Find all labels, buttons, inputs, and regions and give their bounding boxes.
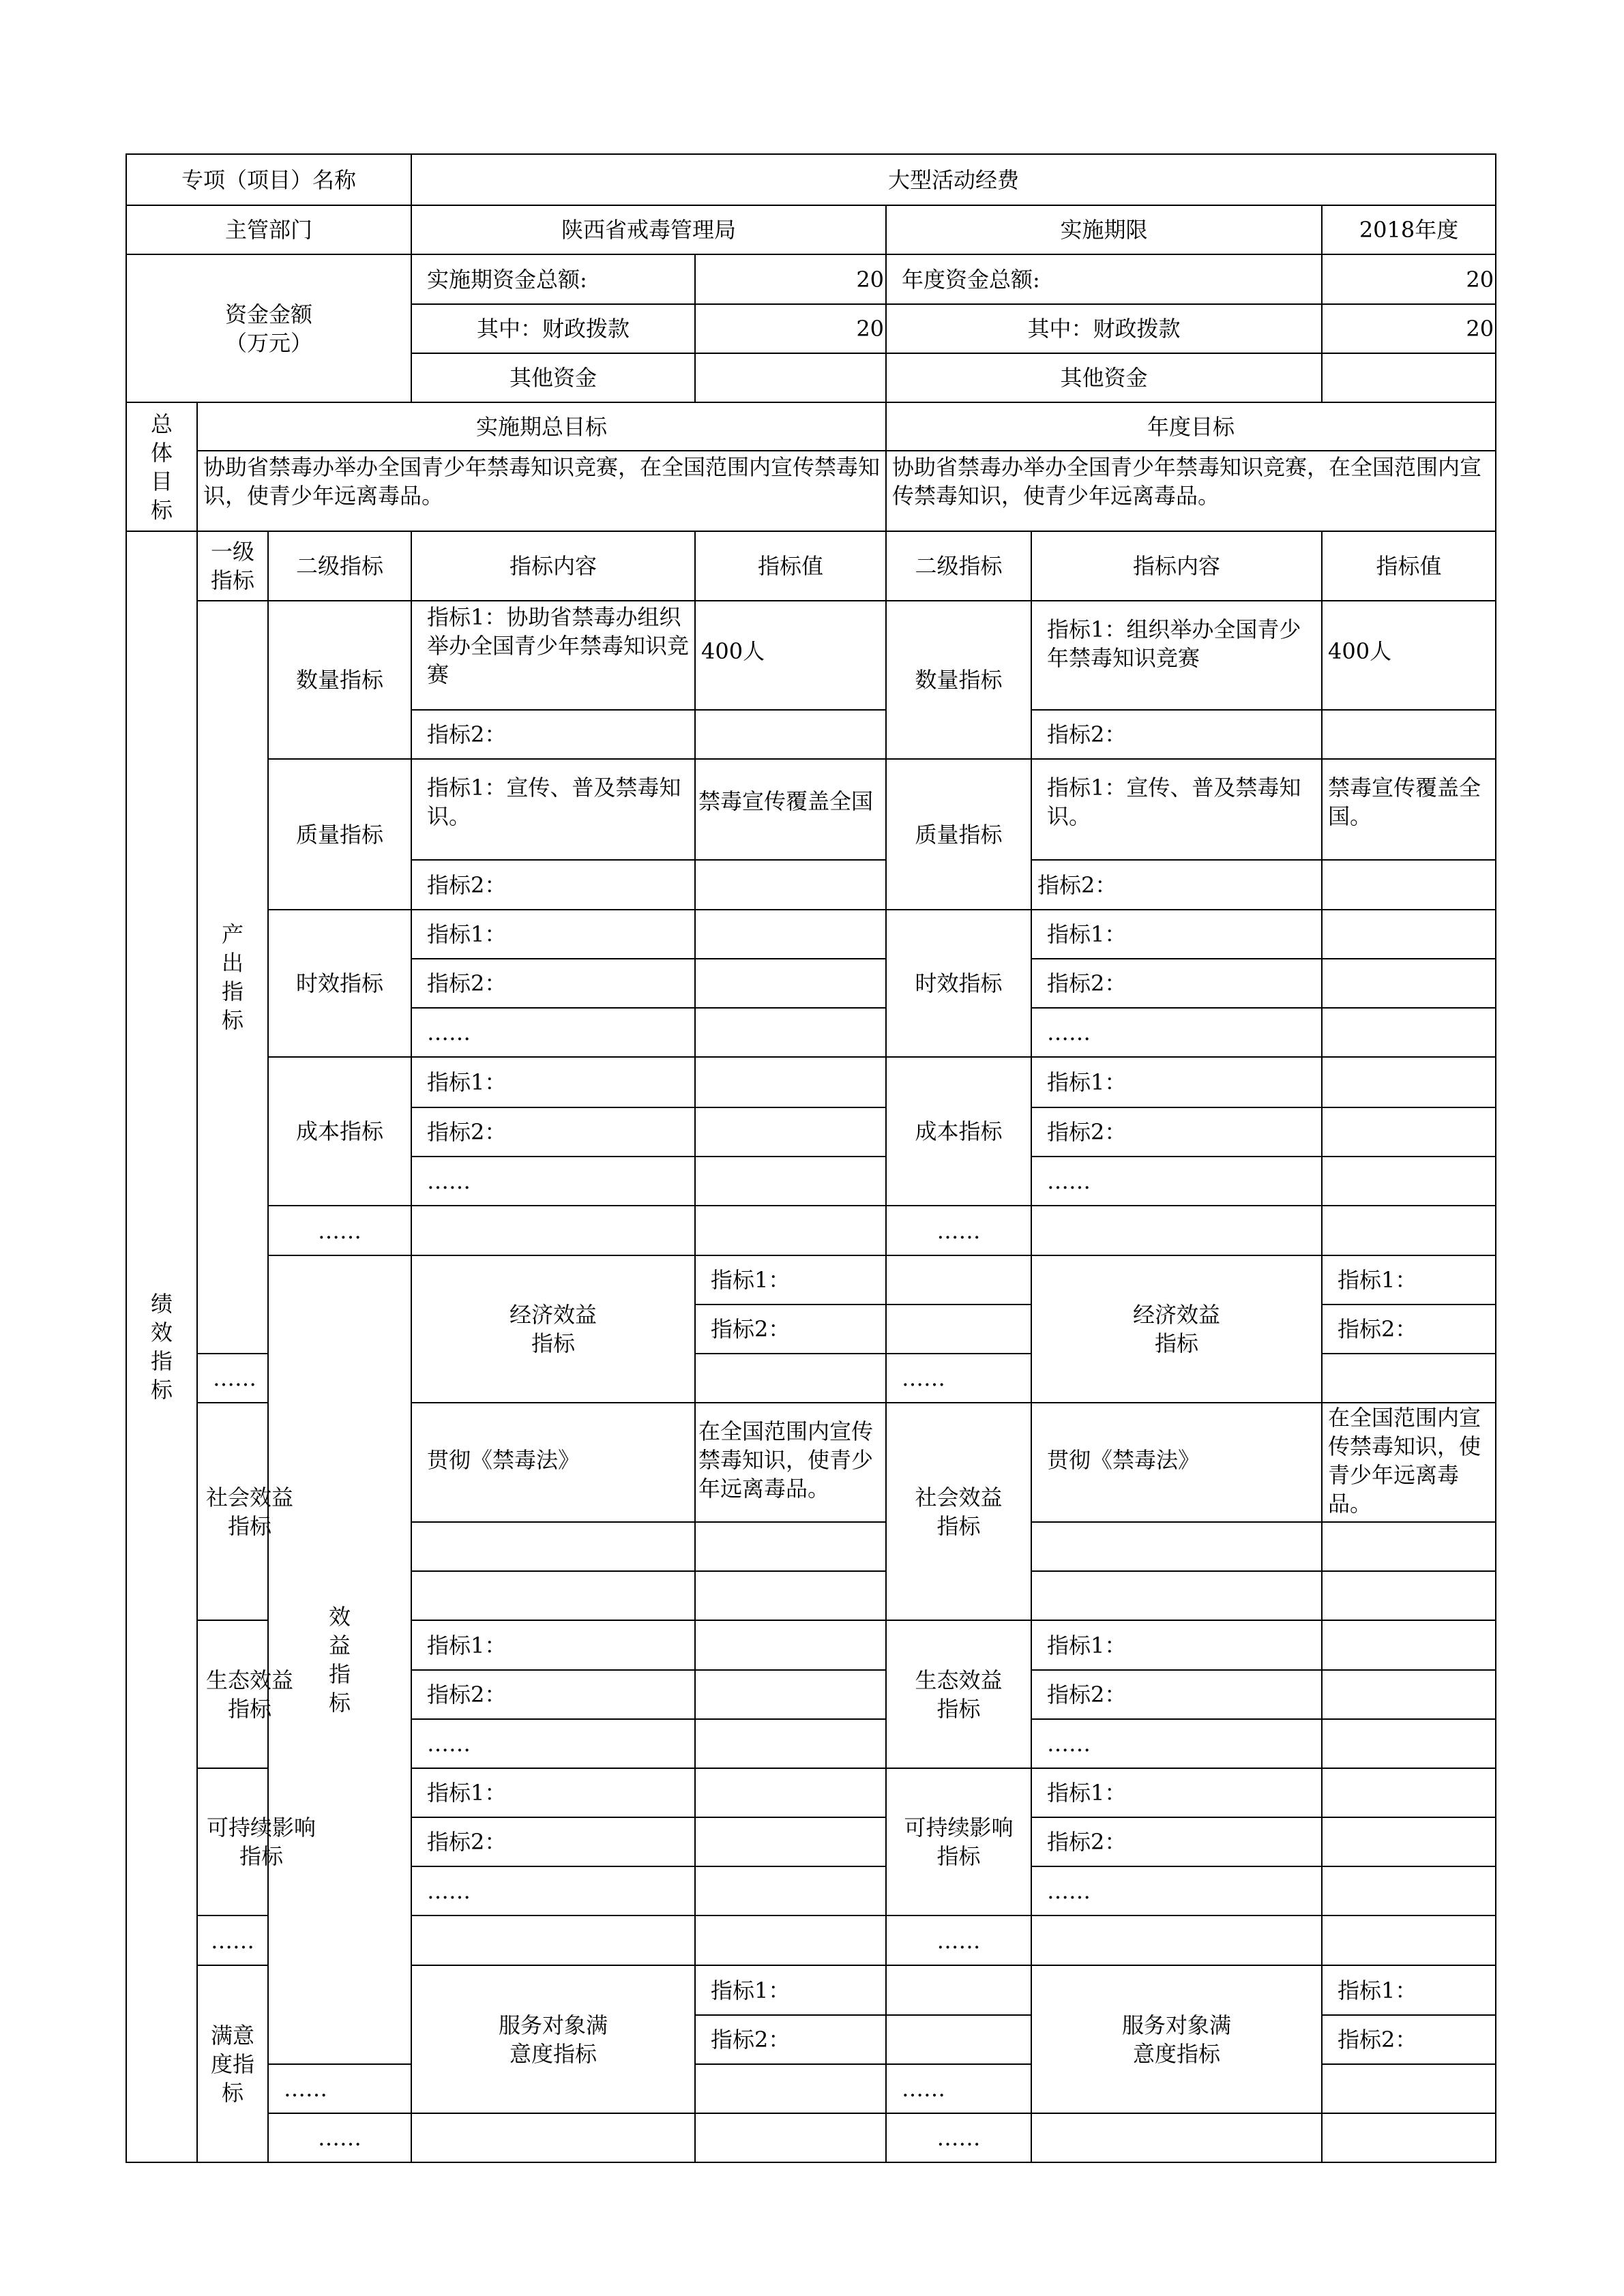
funds-annual-fiscal-label: 其中：财政拨款 — [886, 304, 1322, 353]
social-right-row2 — [1031, 1522, 1322, 1571]
quantity-right-ind2: 指标2： — [1031, 710, 1322, 759]
sustain-left-ind1-value — [695, 1768, 886, 1817]
period-value: 2018年度 — [1322, 205, 1496, 254]
quality-left-ind2: 指标2： — [411, 860, 695, 910]
cost-left-ind1-value — [695, 1057, 886, 1107]
benefit-more-right-content — [1031, 1915, 1322, 1965]
service-left-ind2: 指标2： — [695, 2015, 886, 2064]
cost-left-ind1: 指标1： — [411, 1057, 695, 1107]
dept-value: 陕西省戒毒管理局 — [411, 205, 886, 254]
economic-right-ind1: 指标1： — [1322, 1255, 1496, 1304]
funds-annual-total-value: 20 — [1322, 254, 1496, 304]
quantity-left-ind2: 指标2： — [411, 710, 695, 759]
social-label-right: 社会效益指标 — [886, 1403, 1031, 1620]
satisfaction-more-right-content — [1031, 2113, 1322, 2162]
eco-left-ind2: 指标2： — [411, 1670, 695, 1719]
funds-label: 资金金额 （万元） — [126, 254, 411, 402]
quality-right-value: 禁毒宣传覆盖全国。 — [1322, 759, 1496, 860]
sustain-right-ind1-value — [1322, 1768, 1496, 1817]
social-right-content: 贯彻《禁毒法》 — [1031, 1403, 1322, 1522]
social-left-row3-value — [695, 1571, 886, 1620]
eco-right-ind1-value — [1322, 1620, 1496, 1670]
timeliness-label-right: 时效指标 — [886, 910, 1031, 1057]
social-left-value: 在全国范围内宣传禁毒知识，使青少年远离毒品。 — [695, 1403, 886, 1522]
output-more-left-value — [695, 1206, 886, 1255]
economic-left-more-value — [695, 1354, 886, 1403]
service-left-ind1: 指标1： — [695, 1965, 886, 2015]
col-level2-header-right: 二级指标 — [886, 531, 1031, 601]
funds-other-value — [695, 353, 886, 402]
output-more-left-content — [411, 1206, 695, 1255]
sustain-left-more: …… — [411, 1866, 695, 1915]
service-label: 服务对象满意度指标 — [411, 1965, 695, 2113]
satisfaction-indicator-label: 满意度指标 — [197, 1965, 268, 2162]
quantity-label-right: 数量指标 — [886, 601, 1031, 759]
satisfaction-more-left: …… — [268, 2113, 411, 2162]
performance-label: 绩效指标 — [126, 531, 197, 2162]
eco-right-ind2-value — [1322, 1670, 1496, 1719]
sustain-label: 可持续影响指标 — [197, 1768, 268, 1915]
quality-right-content: 指标1：宣传、普及禁毒知识。 — [1031, 759, 1322, 860]
cost-right-ind1-value — [1322, 1057, 1496, 1107]
benefit-indicator-label: 效益指标 — [268, 1255, 411, 2064]
service-right-ind1: 指标1： — [1322, 1965, 1496, 2015]
funds-total-label: 实施期资金总额: — [411, 254, 695, 304]
cost-left-more: …… — [411, 1157, 695, 1206]
service-label-right: 服务对象满意度指标 — [1031, 1965, 1322, 2113]
eco-left-more: …… — [411, 1719, 695, 1768]
cost-label-right: 成本指标 — [886, 1057, 1031, 1206]
quantity-label: 数量指标 — [268, 601, 411, 759]
social-right-value: 在全国范围内宣传禁毒知识，使青少年远离毒品。 — [1322, 1403, 1496, 1522]
timeliness-right-ind1: 指标1： — [1031, 910, 1322, 959]
quality-left-value: 禁毒宣传覆盖全国 — [695, 759, 886, 860]
col-level2-header: 二级指标 — [268, 531, 411, 601]
timeliness-right-more: …… — [1031, 1008, 1322, 1057]
social-left-row2 — [411, 1522, 695, 1571]
timeliness-right-ind2-value — [1322, 959, 1496, 1008]
timeliness-right-ind2: 指标2： — [1031, 959, 1322, 1008]
quantity-right-content: 指标1：组织举办全国青少年禁毒知识竞赛 — [1031, 601, 1322, 710]
sustain-right-more-value — [1322, 1866, 1496, 1915]
cost-right-ind2-value — [1322, 1107, 1496, 1157]
sustain-right-ind1: 指标1： — [1031, 1768, 1322, 1817]
timeliness-left-more: …… — [411, 1008, 695, 1057]
eco-left-ind1: 指标1： — [411, 1620, 695, 1670]
funds-annual-other-label: 其他资金 — [886, 353, 1322, 402]
timeliness-right-ind1-value — [1322, 910, 1496, 959]
output-more-right-value — [1322, 1206, 1496, 1255]
eco-left-ind2-value — [695, 1670, 886, 1719]
benefit-more-left: …… — [197, 1915, 268, 1965]
economic-right-more: …… — [886, 1354, 1031, 1403]
service-left-more: …… — [268, 2064, 411, 2113]
sustain-left-more-value — [695, 1866, 886, 1915]
quantity-left-ind2-value — [695, 710, 886, 759]
economic-right-more-value — [1322, 1354, 1496, 1403]
eco-label-right: 生态效益指标 — [886, 1620, 1031, 1768]
annual-goal-header: 年度目标 — [886, 402, 1496, 451]
funds-annual-total-label: 年度资金总额: — [886, 254, 1322, 304]
output-more-right-content — [1031, 1206, 1322, 1255]
quality-label-right: 质量指标 — [886, 759, 1031, 910]
economic-left-ind2: 指标2： — [695, 1304, 886, 1354]
period-goal-header: 实施期总目标 — [197, 402, 886, 451]
economic-label: 经济效益指标 — [411, 1255, 695, 1403]
satisfaction-more-right: …… — [886, 2113, 1031, 2162]
col-content-header: 指标内容 — [411, 531, 695, 601]
project-name-label: 专项（项目）名称 — [126, 154, 411, 205]
col-value-header: 指标值 — [695, 531, 886, 601]
economic-left-ind1-value — [886, 1255, 1031, 1304]
sustain-left-ind2: 指标2： — [411, 1817, 695, 1866]
quantity-right-ind2-value — [1322, 710, 1496, 759]
economic-label-right: 经济效益指标 — [1031, 1255, 1322, 1403]
period-label: 实施期限 — [886, 205, 1322, 254]
economic-left-ind1: 指标1： — [695, 1255, 886, 1304]
performance-form-table — [126, 153, 1496, 2163]
timeliness-left-ind2: 指标2： — [411, 959, 695, 1008]
output-indicator-label: 产出指标 — [197, 601, 268, 1354]
sustain-left-ind2-value — [695, 1817, 886, 1866]
cost-label: 成本指标 — [268, 1057, 411, 1206]
benefit-more-right-value — [1322, 1915, 1496, 1965]
timeliness-left-ind1: 指标1： — [411, 910, 695, 959]
service-left-ind1-value — [886, 1965, 1031, 2015]
social-right-row3-value — [1322, 1571, 1496, 1620]
output-more-left: …… — [268, 1206, 411, 1255]
social-left-row3 — [411, 1571, 695, 1620]
cost-right-more: …… — [1031, 1157, 1322, 1206]
timeliness-left-ind1-value — [695, 910, 886, 959]
output-more-right: …… — [886, 1206, 1031, 1255]
benefit-more-left-content — [411, 1915, 695, 1965]
quantity-left-content: 指标1：协助省禁毒办组织举办全国青少年禁毒知识竞赛 — [411, 601, 695, 710]
service-left-more-value — [695, 2064, 886, 2113]
timeliness-right-more-value — [1322, 1008, 1496, 1057]
satisfaction-more-left-content — [411, 2113, 695, 2162]
funds-other-label: 其他资金 — [411, 353, 695, 402]
eco-right-more: …… — [1031, 1719, 1322, 1768]
sustain-label-right: 可持续影响指标 — [886, 1768, 1031, 1915]
timeliness-left-more-value — [695, 1008, 886, 1057]
cost-right-ind1: 指标1： — [1031, 1057, 1322, 1107]
cost-right-ind2: 指标2： — [1031, 1107, 1322, 1157]
eco-right-ind2: 指标2： — [1031, 1670, 1322, 1719]
overall-goal-label: 总体目标 — [126, 402, 197, 531]
funds-annual-other-value — [1322, 353, 1496, 402]
sustain-left-ind1: 指标1： — [411, 1768, 695, 1817]
economic-left-more: …… — [197, 1354, 268, 1403]
social-right-row3 — [1031, 1571, 1322, 1620]
eco-left-more-value — [695, 1719, 886, 1768]
cost-left-ind2: 指标2： — [411, 1107, 695, 1157]
eco-left-ind1-value — [695, 1620, 886, 1670]
satisfaction-more-right-value — [1322, 2113, 1496, 2162]
timeliness-label: 时效指标 — [268, 910, 411, 1057]
project-name-value: 大型活动经费 — [411, 154, 1496, 205]
sustain-right-ind2: 指标2： — [1031, 1817, 1322, 1866]
col-content-header-right: 指标内容 — [1031, 531, 1322, 601]
economic-left-ind2-value — [886, 1304, 1031, 1354]
sustain-right-more: …… — [1031, 1866, 1322, 1915]
col-level1-header: 一级指标 — [197, 531, 268, 601]
sustain-right-ind2-value — [1322, 1817, 1496, 1866]
quality-right-ind2: 指标2： — [1031, 860, 1322, 910]
social-right-row2-value — [1322, 1522, 1496, 1571]
dept-label: 主管部门 — [126, 205, 411, 254]
satisfaction-more-left-value — [695, 2113, 886, 2162]
quality-right-ind2-value — [1322, 860, 1496, 910]
cost-left-ind2-value — [695, 1107, 886, 1157]
service-right-ind2: 指标2： — [1322, 2015, 1496, 2064]
service-right-more-value — [1322, 2064, 1496, 2113]
quality-left-content: 指标1：宣传、普及禁毒知识。 — [411, 759, 695, 860]
funds-fiscal-label: 其中：财政拨款 — [411, 304, 695, 353]
funds-total-value: 20 — [695, 254, 886, 304]
benefit-more-left-value — [695, 1915, 886, 1965]
cost-left-more-value — [695, 1157, 886, 1206]
funds-fiscal-value: 20 — [695, 304, 886, 353]
annual-goal-text: 协助省禁毒办举办全国青少年禁毒知识竞赛，在全国范围内宣传禁毒知识，使青少年远离毒品。 — [886, 451, 1496, 531]
quality-label: 质量指标 — [268, 759, 411, 910]
period-goal-text: 协助省禁毒办举办全国青少年禁毒知识竞赛，在全国范围内宣传禁毒知识，使青少年远离毒品。 — [197, 451, 886, 531]
col-value-header-right: 指标值 — [1322, 531, 1496, 601]
eco-right-ind1: 指标1： — [1031, 1620, 1322, 1670]
social-left-content: 贯彻《禁毒法》 — [411, 1403, 695, 1522]
eco-label: 生态效益指标 — [197, 1620, 268, 1768]
cost-right-more-value — [1322, 1157, 1496, 1206]
social-label: 社会效益指标 — [197, 1403, 268, 1620]
funds-annual-fiscal-value: 20 — [1322, 304, 1496, 353]
eco-right-more-value — [1322, 1719, 1496, 1768]
benefit-more-right: …… — [886, 1915, 1031, 1965]
quality-left-ind2-value — [695, 860, 886, 910]
economic-right-ind2: 指标2： — [1322, 1304, 1496, 1354]
quantity-right-value: 400人 — [1322, 601, 1496, 710]
social-left-row2-value — [695, 1522, 886, 1571]
timeliness-left-ind2-value — [695, 959, 886, 1008]
service-right-more: …… — [886, 2064, 1031, 2113]
quantity-left-value: 400人 — [695, 601, 886, 710]
service-left-ind2-value — [886, 2015, 1031, 2064]
